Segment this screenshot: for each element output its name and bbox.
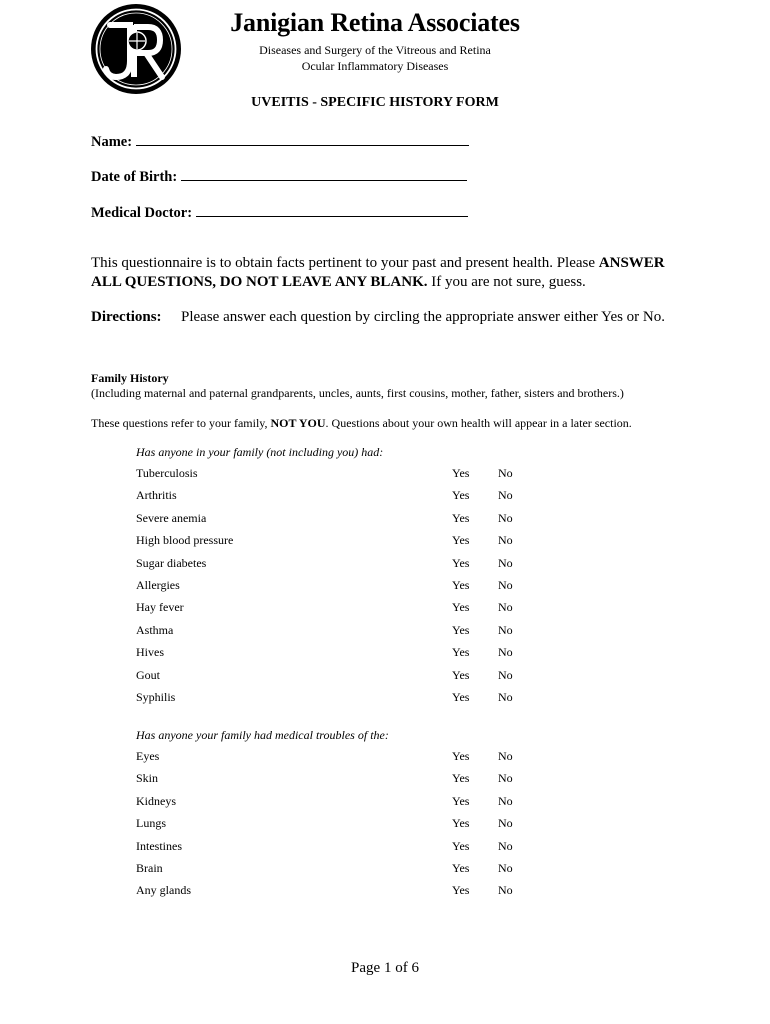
question-row	[136, 488, 556, 506]
question-row	[136, 645, 556, 663]
answer-no[interactable]: No	[498, 488, 513, 503]
answer-no[interactable]: No	[498, 883, 513, 898]
name-input-line[interactable]	[136, 131, 469, 146]
question-label: Hives	[136, 645, 164, 660]
question-label: High blood pressure	[136, 533, 234, 548]
answer-yes[interactable]: Yes	[452, 838, 470, 853]
note-text: These questions refer to your family,	[91, 416, 271, 430]
answer-yes[interactable]: Yes	[452, 749, 470, 763]
answer-no[interactable]: No	[498, 578, 513, 592]
question-label: Severe anemia	[136, 510, 207, 525]
note-text-end: . Questions about your own health will appear in a later section.	[325, 416, 632, 430]
question-row	[136, 690, 556, 708]
name-label: Name:	[91, 134, 133, 150]
question-row	[136, 861, 556, 879]
question-label: Allergies	[136, 578, 180, 592]
question-label: Sugar diabetes	[136, 555, 207, 570]
question-label: Gout	[136, 667, 160, 682]
question-label: Skin	[136, 771, 159, 786]
questionnaire-intro	[91, 254, 691, 292]
answer-yes[interactable]: Yes	[452, 488, 470, 503]
organization-specialty: Diseases and Surgery of the Vitreous and Retina	[259, 43, 491, 57]
question-row	[136, 771, 556, 789]
intro-emphasis: ANSWER ALL QUESTIONS, DO NOT LEAVE ANY BLANK.	[91, 255, 665, 290]
answer-no[interactable]: No	[498, 667, 513, 682]
answer-no[interactable]: No	[498, 793, 513, 808]
answer-no[interactable]: No	[498, 645, 513, 660]
question-row	[136, 794, 556, 812]
answer-no[interactable]: No	[498, 816, 513, 831]
answer-yes[interactable]: Yes	[452, 690, 470, 704]
answer-yes[interactable]: Yes	[452, 466, 470, 480]
question-label: Kidneys	[136, 793, 176, 808]
answer-no[interactable]: No	[498, 600, 513, 615]
answer-yes[interactable]: Yes	[452, 645, 470, 660]
answer-yes[interactable]: Yes	[452, 578, 470, 592]
directions-text: Please answer each question by circling the appropriate answer either Yes or No.	[181, 309, 666, 325]
answer-no[interactable]: No	[498, 533, 513, 548]
question-row	[136, 883, 556, 901]
question-label: Arthritis	[136, 488, 177, 503]
question-label: Intestines	[136, 838, 182, 853]
question-label: Lungs	[136, 816, 166, 831]
family-history-subheading: (Including maternal and paternal grandparents, uncles, aunts, first cousins, mother, father, sisters and brothers.)	[91, 386, 624, 400]
answer-no[interactable]: No	[498, 555, 513, 570]
medical-doctor-input-line[interactable]	[196, 202, 468, 217]
answer-no[interactable]: No	[498, 838, 513, 853]
answer-yes[interactable]: Yes	[452, 667, 470, 682]
question-label: Asthma	[136, 622, 174, 637]
intro-text-end: If you are not sure, guess.	[427, 274, 586, 290]
medical-doctor-label: Medical Doctor:	[91, 205, 193, 221]
question-label: Hay fever	[136, 600, 184, 615]
date-of-birth-field[interactable]	[91, 166, 467, 186]
question-row	[136, 623, 556, 641]
organization-specialty-secondary: Ocular Inflammatory Diseases	[301, 59, 449, 73]
question-label: Tuberculosis	[136, 466, 198, 480]
answer-no[interactable]: No	[498, 622, 513, 637]
question-row	[136, 578, 556, 596]
name-field[interactable]	[91, 131, 469, 151]
answer-yes[interactable]: Yes	[452, 771, 470, 786]
question-row	[136, 511, 556, 529]
page-number: Page 1 of 6	[351, 960, 419, 976]
directions	[91, 309, 711, 326]
question-row	[136, 839, 556, 857]
question-row	[136, 556, 556, 574]
answer-yes[interactable]: Yes	[452, 816, 470, 831]
question-row	[136, 533, 556, 551]
date-of-birth-input-line[interactable]	[181, 166, 467, 181]
answer-no[interactable]: No	[498, 690, 513, 704]
question-row	[136, 668, 556, 686]
family-history-note	[91, 416, 632, 431]
answer-no[interactable]: No	[498, 466, 513, 480]
answer-yes[interactable]: Yes	[452, 510, 470, 525]
answer-yes[interactable]: Yes	[452, 533, 470, 548]
section2-question: Has anyone your family had medical troubles of the:	[136, 728, 389, 742]
answer-yes[interactable]: Yes	[452, 793, 470, 808]
medical-doctor-field[interactable]	[91, 202, 468, 222]
question-label: Eyes	[136, 749, 160, 763]
question-label: Brain	[136, 861, 163, 875]
question-row	[136, 816, 556, 834]
organization-name: Janigian Retina Associates	[230, 8, 520, 37]
answer-no[interactable]: No	[498, 510, 513, 525]
answer-yes[interactable]: Yes	[452, 600, 470, 615]
directions-label: Directions:	[91, 309, 162, 325]
question-label: Syphilis	[136, 690, 176, 704]
question-row	[136, 749, 556, 767]
question-label: Any glands	[136, 883, 191, 898]
answer-no[interactable]: No	[498, 771, 513, 786]
note-emphasis: NOT YOU	[270, 416, 326, 430]
answer-yes[interactable]: Yes	[452, 622, 470, 637]
answer-yes[interactable]: Yes	[452, 883, 470, 898]
answer-no[interactable]: No	[498, 749, 513, 763]
question-row	[136, 466, 556, 484]
answer-no[interactable]: No	[498, 861, 513, 875]
section1-question: Has anyone in your family (not including you) had:	[136, 445, 384, 459]
intro-text: This questionnaire is to obtain facts pertinent to your past and present health. Please	[91, 255, 599, 271]
answer-yes[interactable]: Yes	[452, 861, 470, 875]
answer-yes[interactable]: Yes	[452, 555, 470, 570]
form-title: UVEITIS - SPECIFIC HISTORY FORM	[251, 95, 499, 110]
question-row	[136, 600, 556, 618]
date-of-birth-label: Date of Birth:	[91, 169, 178, 185]
family-history-heading: Family History	[91, 371, 169, 385]
jra-logo-icon	[90, 3, 182, 95]
